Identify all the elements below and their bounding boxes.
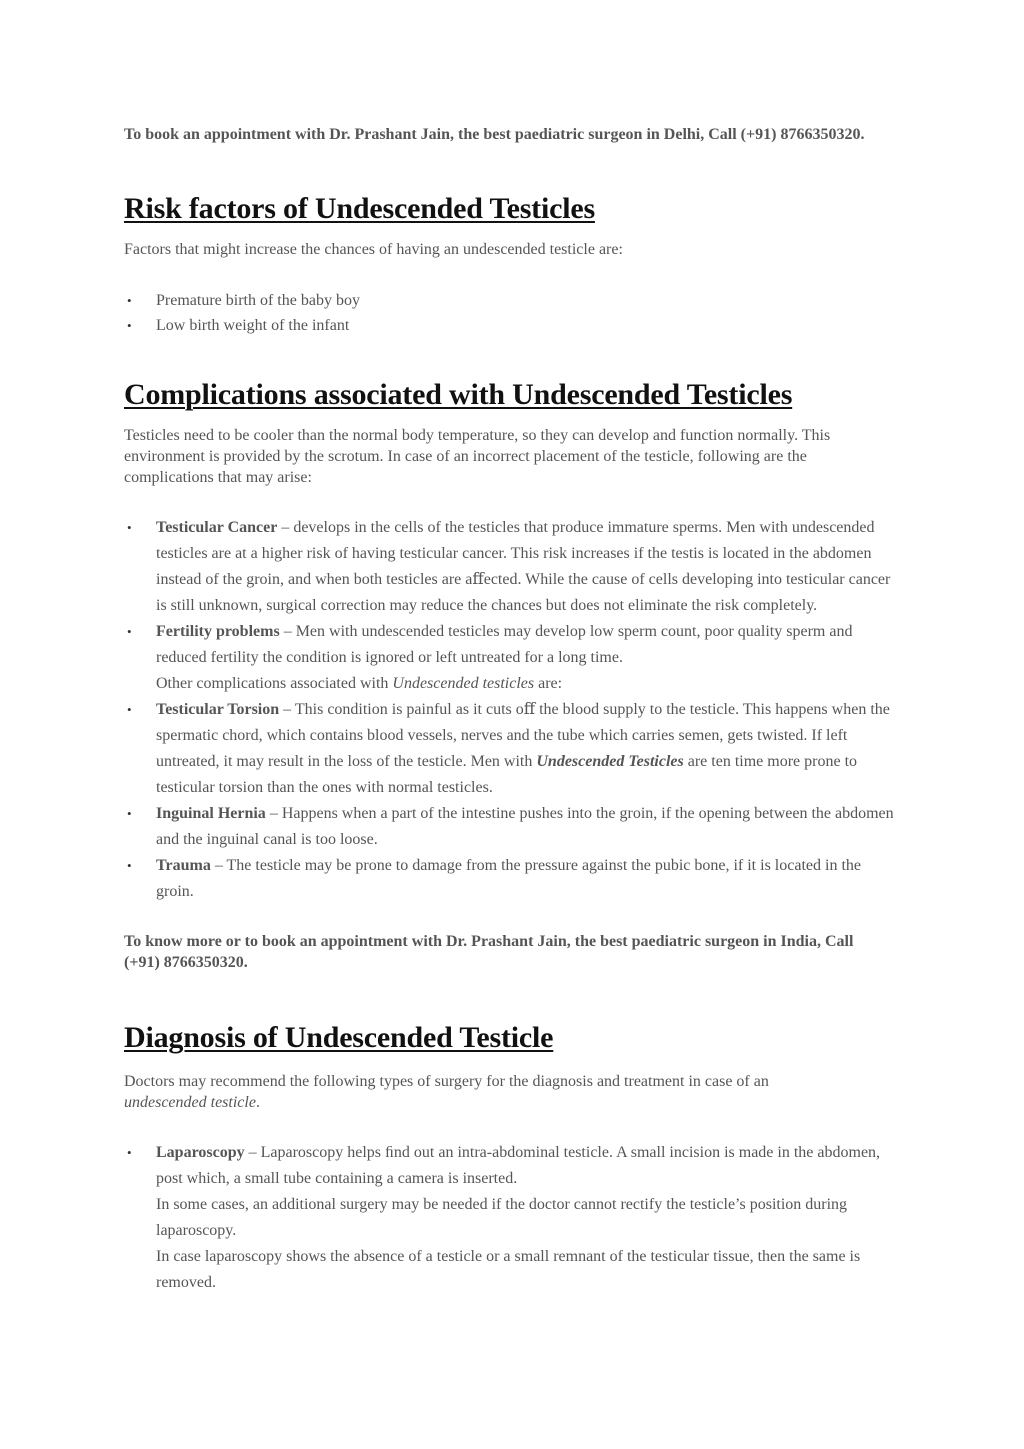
risk-factors-list [124,288,894,338]
list-item [124,288,894,313]
list-item-paragraph: In some cases, an additional surgery may be needed if the doctor cannot rectify the testicle’s position during laparoscopy. [156,1196,848,1239]
diagnosis-intro: Doctors may recommend the following types of surgery for the diagnosis and treatment in case of an undescended testicle. [124,1073,769,1111]
bullet-icon: • [127,318,132,333]
list-item [124,313,894,338]
list-item [124,515,894,619]
bullet-icon: • [127,1145,132,1160]
list-item-term: Trauma [156,857,211,874]
bullet-icon: • [127,624,132,639]
list-item [124,801,894,853]
bullet-icon: • [127,520,132,535]
list-item [124,619,894,697]
risk-factors-heading: Risk factors of Undescended Testicles [124,192,595,225]
risk-factors-intro: Factors that might increase the chances of having an undescended testicle are: [124,241,623,258]
complications-heading: Complications associated with Undescended Testicles [124,378,793,411]
list-item-term: Testicular Cancer [156,519,278,536]
list-item-text: Premature birth of the baby boy [156,292,360,309]
bullet-icon: • [127,702,132,717]
diagnosis-heading: Diagnosis of Undescended Testicle [124,1021,554,1054]
complications-intro: Testicles need to be cooler than the normal body temperature, so they can develop and function normally. This environment is provided by the scrotum. In case of an incorrect placement of the testicle, following are the complications that may arise: [124,427,831,486]
list-item-text: – The testicle may be prone to damage from the pressure against the pubic bone, if it is located in the groin. [156,857,861,900]
other-complications-line: Other complications associated with Undescended testicles are: [156,675,563,692]
list-item-term: Inguinal Hernia [156,805,266,822]
list-item-text: – Laparoscopy helps ﬁnd out an intra-abdominal testicle. A small incision is made in the abdomen, post which, a small tube containing a camera is inserted. [156,1144,881,1187]
list-item-text: – develops in the cells of the testicles that produce immature sperms. Men with undescended testicles are at a higher risk of having testicular cancer. This risk increases if the testis is located in the abdomen instead of the groin, and when both testicles are aﬀected. While the cause of cells developing into testicular cancer is still unknown, surgical correction may reduce the chances but does not eliminate the risk completely. [156,519,891,614]
list-item-text: – Men with undescended testicles may develop low sperm count, poor quality sperm and reduced fertility the condition is ignored or left untreated for a long time. [156,623,853,666]
diagnosis-list [124,1140,894,1296]
list-item-text: – Happens when a part of the intestine pushes into the groin, if the opening between the abdomen and the inguinal canal is too loose. [156,805,894,848]
list-item [124,853,894,905]
list-item [124,1140,894,1296]
appointment-note-middle: To know more or to book an appointment with Dr. Prashant Jain, the best paediatric surgeon in India, Call (+91) 8766350320. [124,933,854,971]
list-item-text: Low birth weight of the infant [156,317,350,334]
list-item-emphasis: Undescended Testicles [536,753,684,770]
bullet-icon: • [127,806,132,821]
list-item-text: – This condition is painful as it cuts oﬀ the blood supply to the testicle. This happens when the spermatic chord, which contains blood vessels, nerves and the tube which carries semen, gets twisted. If left untreated, it may result in the loss of the testicle. Men with [156,701,890,770]
list-item-term: Laparoscopy [156,1144,245,1161]
bullet-icon: • [127,293,132,308]
document-page [124,124,894,1296]
list-item-term: Fertility problems [156,623,280,640]
list-item-paragraph: In case laparoscopy shows the absence of a testicle or a small remnant of the testicular tissue, then the same is removed. [156,1248,861,1291]
bullet-icon: • [127,858,132,873]
list-item-text-after: are ten time more prone to testicular torsion than the ones with normal testicles. [156,753,858,796]
list-item [124,697,894,801]
complications-list [124,515,894,905]
appointment-note-top: To book an appointment with Dr. Prashant Jain, the best paediatric surgeon in Delhi, Call (+91) 8766350320. [124,126,865,143]
list-item-term: Testicular Torsion [156,701,280,718]
